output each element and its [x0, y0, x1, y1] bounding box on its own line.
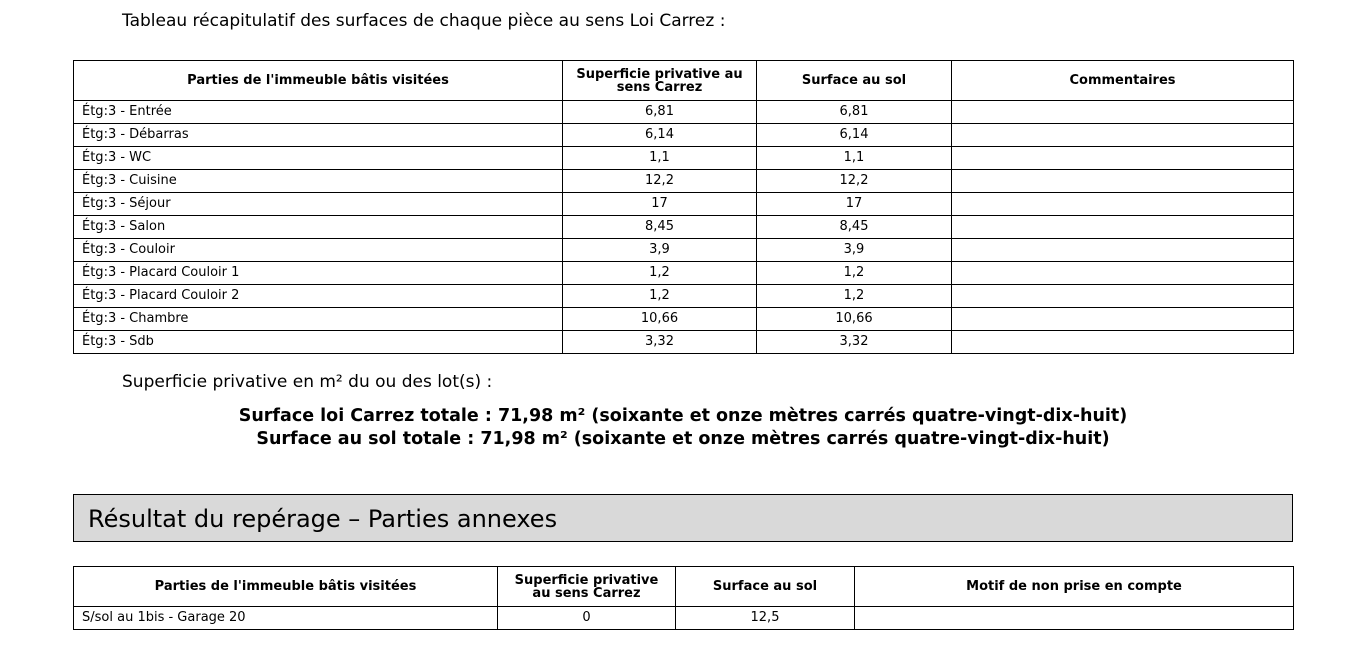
cell-piece: Étg:3 - Placard Couloir 1: [74, 262, 563, 285]
cell-comment: [952, 216, 1294, 239]
cell-piece: Étg:3 - Chambre: [74, 308, 563, 331]
annexes-table: [73, 566, 1294, 630]
cell-comment: [952, 308, 1294, 331]
cell-piece: Étg:3 - Couloir: [74, 239, 563, 262]
cell-superficie-carrez: 12,2: [563, 170, 757, 193]
table-row: [74, 331, 1294, 354]
cell-piece: Étg:3 - Salon: [74, 216, 563, 239]
cell-piece: Étg:3 - Débarras: [74, 124, 563, 147]
cell-comment: [952, 124, 1294, 147]
table-row: [74, 239, 1294, 262]
cell-piece: Étg:3 - Entrée: [74, 101, 563, 124]
column-header-superficie-carrez: Superficie privative au sens Carrez: [498, 567, 676, 607]
cell-superficie-carrez: 1,2: [563, 285, 757, 308]
cell-piece: Étg:3 - WC: [74, 147, 563, 170]
column-header-surface-sol: Surface au sol: [676, 567, 855, 607]
cell-piece: Étg:3 - Séjour: [74, 193, 563, 216]
total-sol: Surface au sol totale : 71,98 m² (soixante et onze mètres carrés quatre-vingt-dix-huit): [256, 429, 1110, 449]
cell-superficie-carrez: 17: [563, 193, 757, 216]
cell-piece: Étg:3 - Sdb: [74, 331, 563, 354]
cell-comment: [952, 239, 1294, 262]
table-row: [74, 285, 1294, 308]
table-header-row: [74, 61, 1294, 101]
cell-comment: [952, 170, 1294, 193]
table-header-row: [74, 567, 1294, 607]
table-row: [74, 607, 1294, 630]
column-header-surface-sol: Surface au sol: [757, 61, 952, 101]
cell-surface-sol: 17: [757, 193, 952, 216]
cell-superficie-carrez: 10,66: [563, 308, 757, 331]
table-row: [74, 216, 1294, 239]
table-row: [74, 308, 1294, 331]
column-header-superficie-carrez: Superficie privative au sens Carrez: [563, 61, 757, 101]
cell-surface-sol: 3,32: [757, 331, 952, 354]
cell-superficie-carrez: 6,81: [563, 101, 757, 124]
table-row: [74, 147, 1294, 170]
cell-superficie-carrez: 1,2: [563, 262, 757, 285]
table-caption: Tableau récapitulatif des surfaces de chaque pièce au sens Loi Carrez :: [122, 11, 726, 31]
cell-comment: [952, 193, 1294, 216]
cell-superficie-carrez: 0: [498, 607, 676, 630]
cell-piece: Étg:3 - Placard Couloir 2: [74, 285, 563, 308]
cell-comment: [855, 607, 1294, 630]
surfaces-table-body: [74, 101, 1294, 354]
surfaces-table: [73, 60, 1294, 354]
column-header-parties: Parties de l'immeuble bâtis visitées: [74, 61, 563, 101]
cell-surface-sol: 1,1: [757, 147, 952, 170]
cell-piece: Étg:3 - Cuisine: [74, 170, 563, 193]
cell-superficie-carrez: 6,14: [563, 124, 757, 147]
cell-comment: [952, 285, 1294, 308]
column-header-motif: Motif de non prise en compte: [855, 567, 1294, 607]
cell-comment: [952, 101, 1294, 124]
cell-surface-sol: 8,45: [757, 216, 952, 239]
cell-comment: [952, 331, 1294, 354]
cell-surface-sol: 3,9: [757, 239, 952, 262]
cell-superficie-carrez: 1,1: [563, 147, 757, 170]
table-row: [74, 124, 1294, 147]
cell-piece: S/sol au 1bis - Garage 20: [74, 607, 498, 630]
table-row: [74, 101, 1294, 124]
cell-surface-sol: 10,66: [757, 308, 952, 331]
cell-superficie-carrez: 3,9: [563, 239, 757, 262]
section-heading-label: Résultat du repérage – Parties annexes: [88, 505, 558, 533]
annexes-table-body: [74, 607, 1294, 630]
column-header-commentaires: Commentaires: [952, 61, 1294, 101]
table-row: [74, 262, 1294, 285]
cell-surface-sol: 12,2: [757, 170, 952, 193]
cell-surface-sol: 1,2: [757, 285, 952, 308]
superficie-subtitle: Superficie privative en m² du ou des lot(s) :: [122, 372, 493, 392]
cell-comment: [952, 262, 1294, 285]
cell-surface-sol: 6,81: [757, 101, 952, 124]
section-heading-parties-annexes: [73, 494, 1293, 542]
cell-surface-sol: 12,5: [676, 607, 855, 630]
table-row: [74, 170, 1294, 193]
cell-surface-sol: 1,2: [757, 262, 952, 285]
table-row: [74, 193, 1294, 216]
total-carrez: Surface loi Carrez totale : 71,98 m² (soixante et onze mètres carrés quatre-vingt-dix-huit): [238, 406, 1128, 426]
column-header-parties: Parties de l'immeuble bâtis visitées: [74, 567, 498, 607]
cell-superficie-carrez: 8,45: [563, 216, 757, 239]
cell-surface-sol: 6,14: [757, 124, 952, 147]
cell-comment: [952, 147, 1294, 170]
cell-superficie-carrez: 3,32: [563, 331, 757, 354]
